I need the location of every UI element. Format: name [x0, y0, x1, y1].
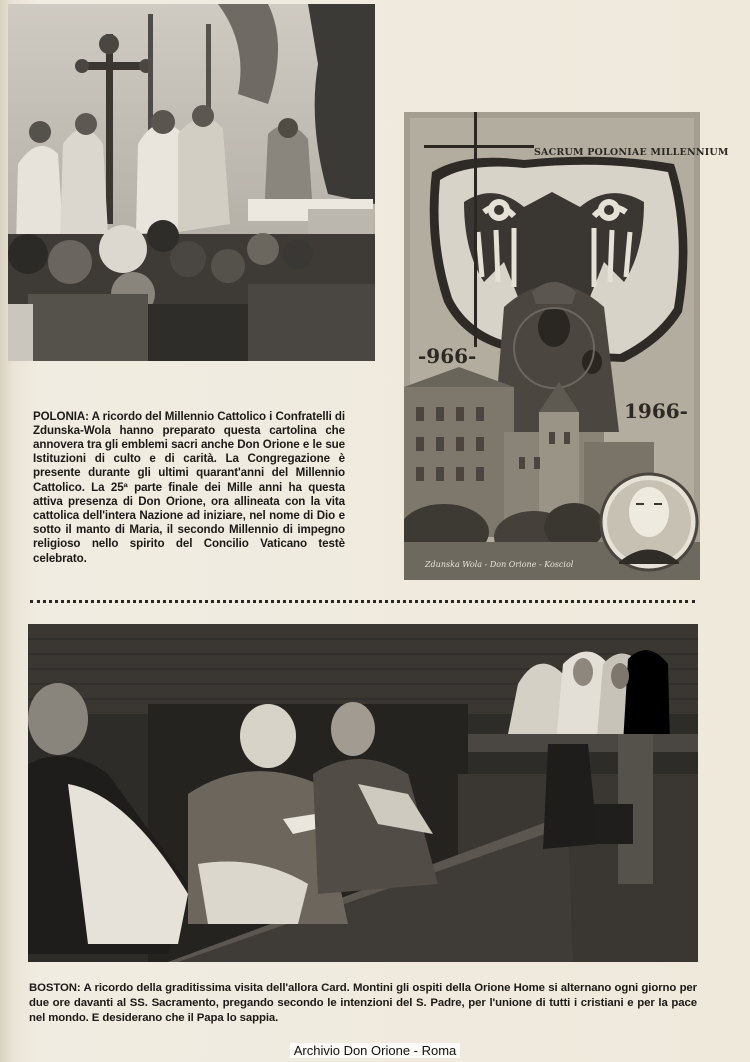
boston-caption-lead: BOSTON:: [29, 982, 81, 995]
postcard-signature: Zdunska Wola - Don Orione - Kosciol: [425, 560, 574, 569]
chapel-photo-graphic: [28, 624, 698, 962]
chapel-photo: [28, 624, 698, 962]
archive-footer: [0, 1043, 750, 1058]
polonia-caption-lead: POLONIA:: [33, 409, 89, 423]
postcard-year-left: -966-: [418, 344, 477, 368]
boston-caption: [29, 981, 697, 1025]
postcard-banner: SACRUM POLONIAE MILLENNIUM: [534, 147, 729, 158]
polonia-caption-text: A ricordo del Millennio Cattolico i Confratelli di Zdunska-Wola hanno preparato questa cartolina che annovera tra gli emblemi sacri anche Don Orione e le sue Istituzioni di culto e di carità. La Congregazione è presente durante gli ultimi quarant'anni del Millennio Cattolico. La 25ª parte finale dei Mille anni ha questa attiva presenza di Don Orione, ora allineata con la vita cattolica dell'intera Nazione ad iniziare, nel nome di Dio e sotto il manto di Maria, il secondo Millennio di impegno religioso nello spirito del Concilio Vaticano testè celebrato.: [33, 409, 345, 565]
postcard-year-right: 1966-: [624, 399, 688, 423]
boston-caption-text: A ricordo della graditissima visita dell'allora Card. Montini gli ospiti della Orione Home si alternano ogni giorno per due ore davanti al SS. Sacramento, pregando secondo le intenzioni del S. Padre, per l'unione di tutti i cristiani e per la pace nel mondo. E desiderano che il Papa lo sappia.: [29, 982, 697, 1024]
section-divider: [30, 600, 695, 603]
ceremony-photo: [8, 4, 375, 361]
archive-footer-text: Archivio Don Orione - Roma: [290, 1043, 461, 1058]
ceremony-photo-graphic: [8, 4, 375, 361]
polonia-caption: [33, 410, 345, 566]
